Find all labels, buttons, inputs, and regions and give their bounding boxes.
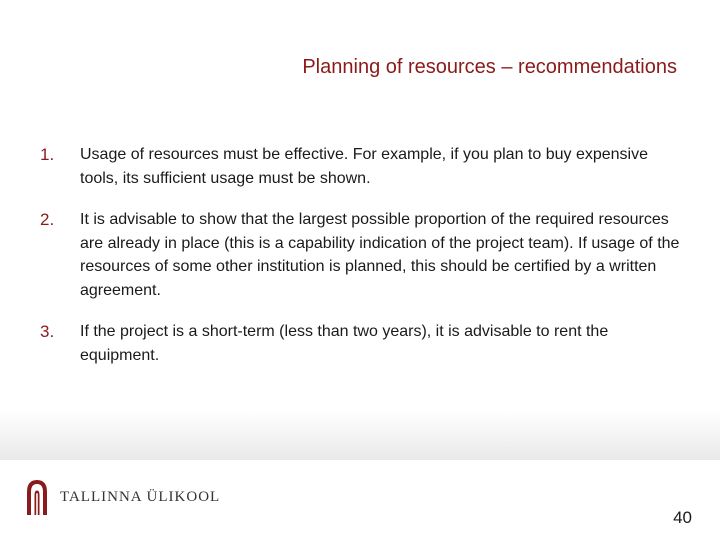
list-item-number: 1.	[40, 145, 55, 164]
list-item	[40, 143, 680, 190]
university-logo	[24, 478, 220, 516]
list-item-number: 3.	[40, 322, 55, 341]
list-item	[40, 208, 680, 302]
footer-gradient-band	[0, 410, 720, 460]
list-item-number: 2.	[40, 210, 55, 229]
list-item-text: It is advisable to show that the largest possible proportion of the required resources are already in place (this is a capability indication of the project team). If usage of the resources of some other institution is planned, this should be certified by a written agreement.	[80, 211, 680, 299]
list-item	[40, 320, 680, 367]
university-name: TALLINNA ÜLIKOOL	[60, 488, 221, 505]
list-item-text: Usage of resources must be effective. For example, if you plan to buy expensive tools, its sufficient usage must be shown.	[80, 146, 648, 187]
slide-title: Planning of resources – recommendations	[302, 56, 677, 78]
list-item-text: If the project is a short-term (less than two years), it is advisable to rent the equipment.	[80, 323, 609, 364]
recommendation-list	[40, 143, 680, 367]
arch-logo-icon	[24, 478, 50, 516]
page-number: 40	[673, 508, 692, 527]
